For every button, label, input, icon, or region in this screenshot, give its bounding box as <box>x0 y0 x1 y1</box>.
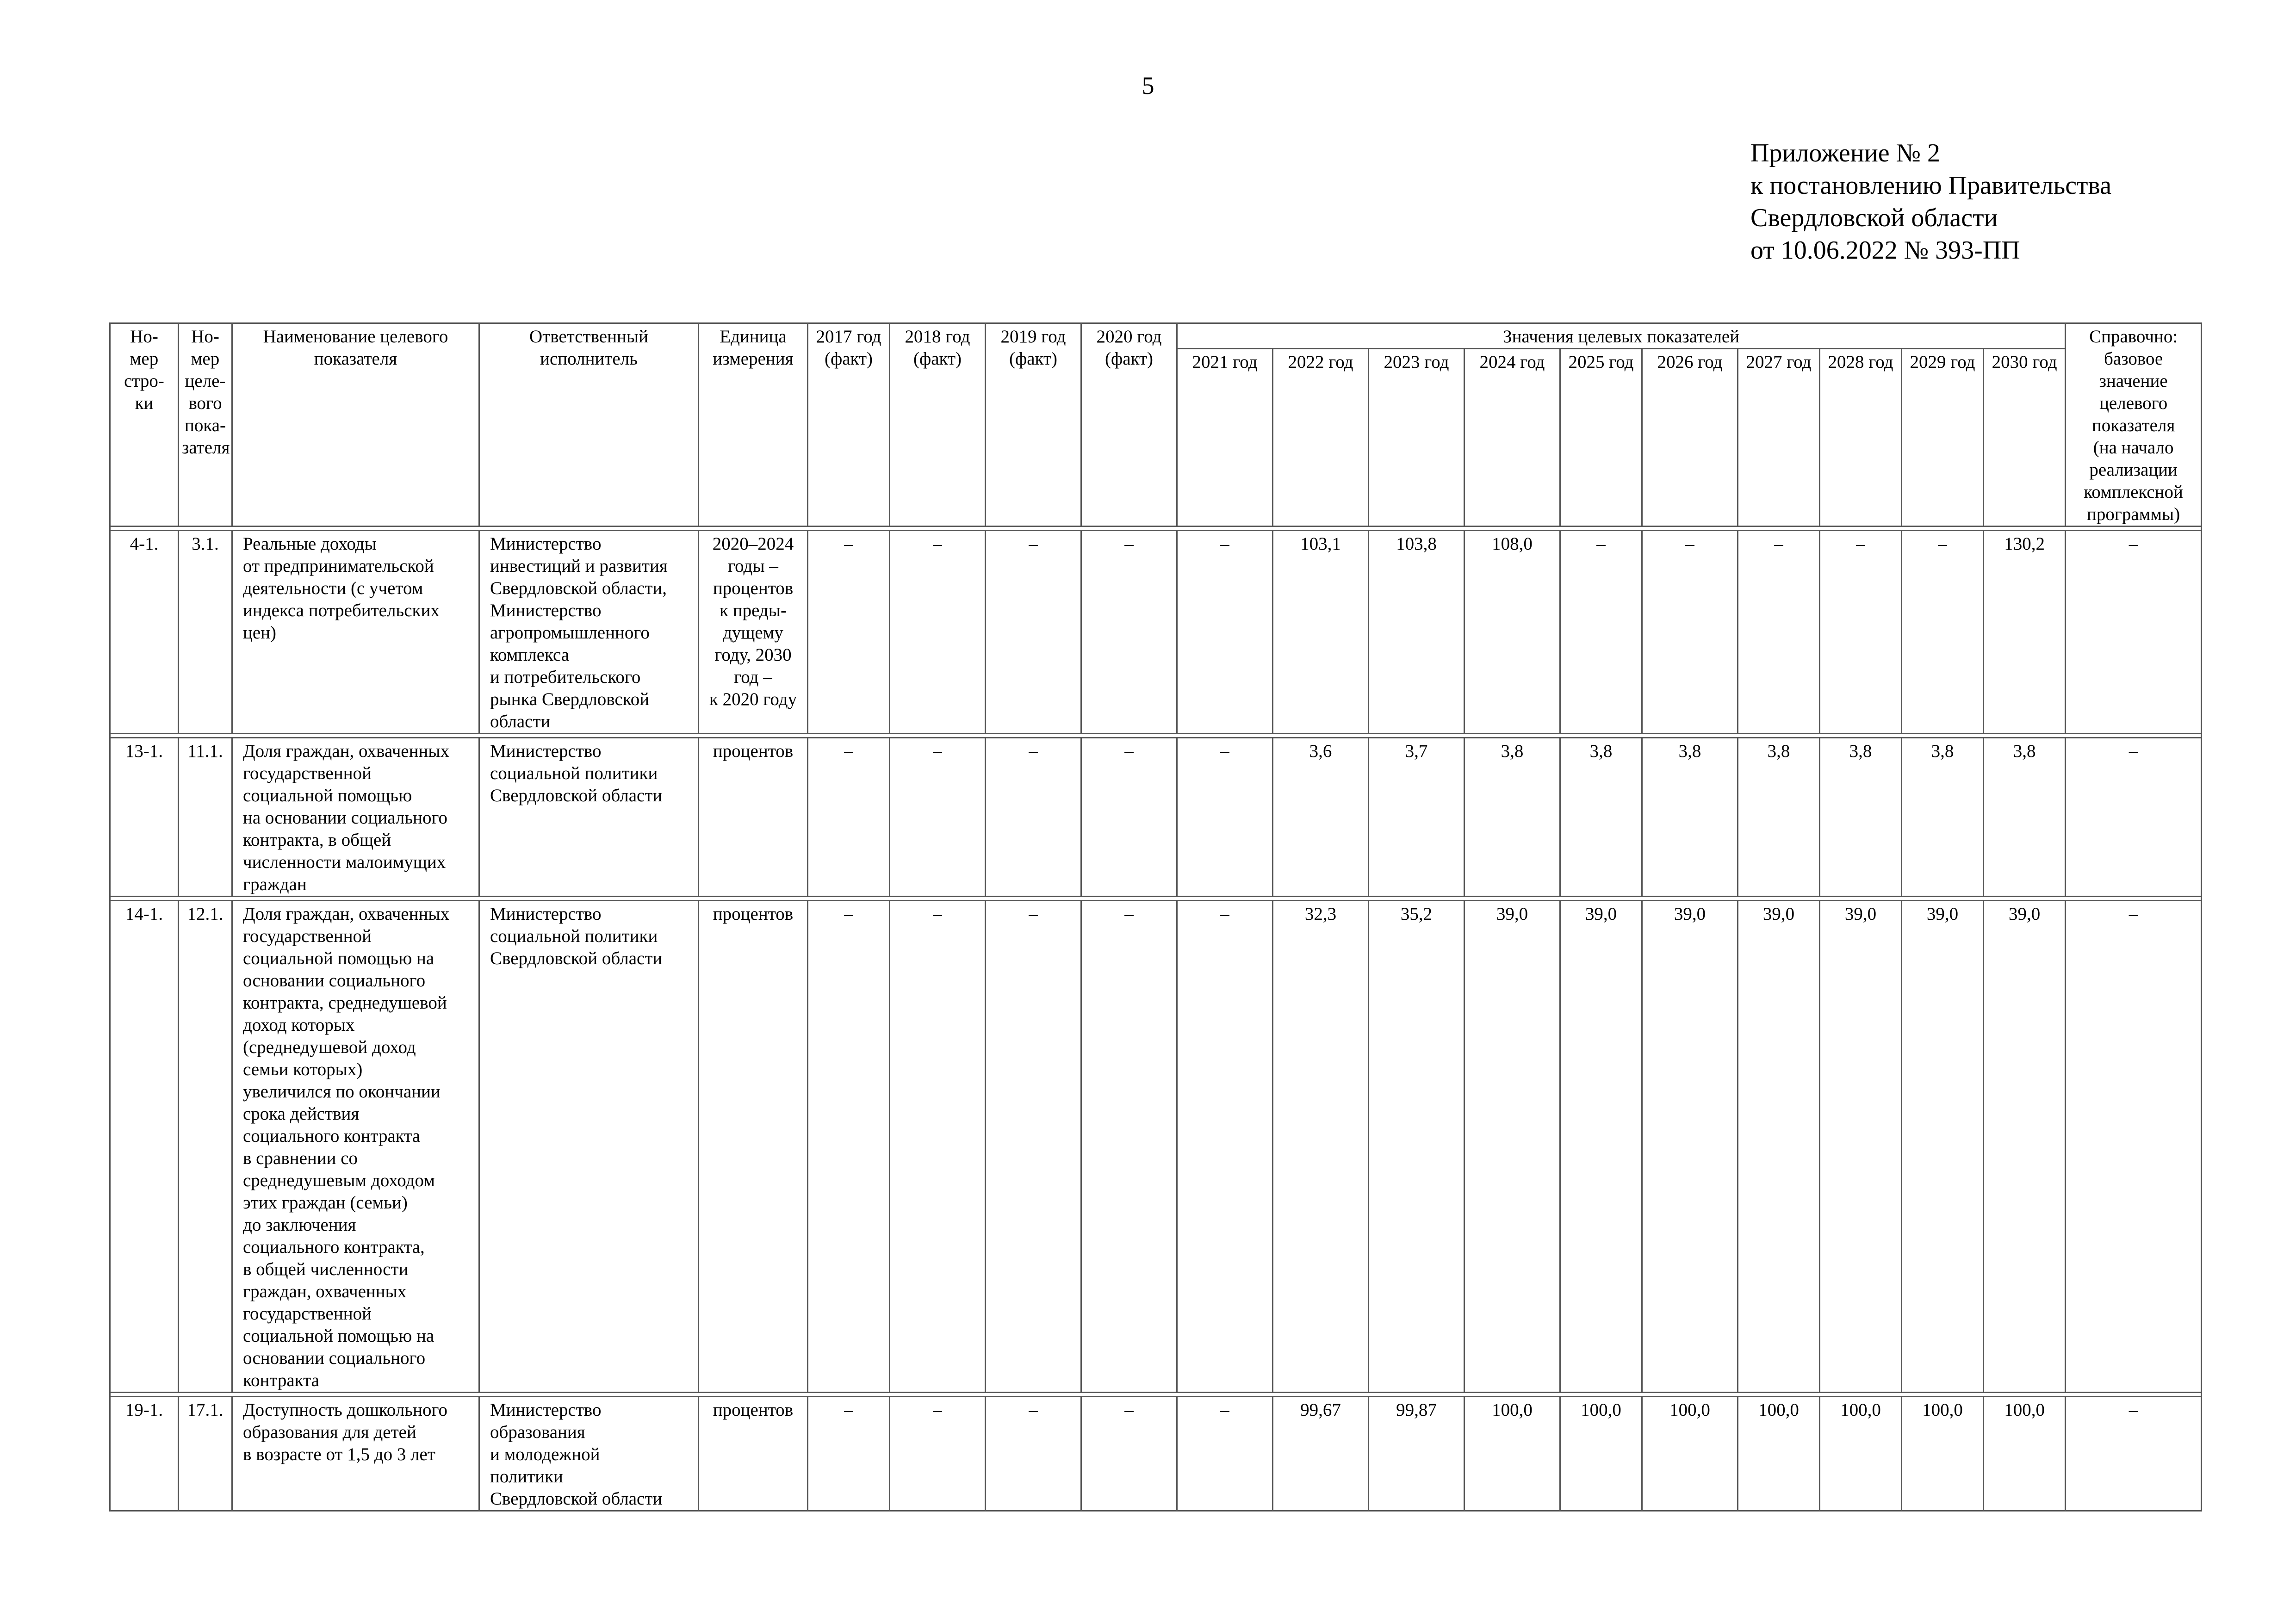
cell-indicator-name: Доля граждан, охваченных государственной социальной помощью на основании социального контракта, среднедушевой доход которых (среднедушевой доход семьи которых) увеличился по окончании срока действия социального контракта в сравнении со среднедушевым доходом этих граждан (семьи) до заключения социального контракта, в общей численности граждан, охваченных государственной социальной помощью на основании социального контракта <box>233 901 480 1393</box>
cell-value-2026: 3,8 <box>1643 738 1738 897</box>
cell-value-2030: 130,2 <box>1984 531 2066 734</box>
row-separator <box>111 897 2202 901</box>
cell-indicator-number: 12.1. <box>179 901 233 1393</box>
cell-value-2028: 39,0 <box>1820 901 1902 1393</box>
target-indicators-table <box>109 322 2202 1511</box>
cell-value-2021: – <box>1178 901 1273 1393</box>
row-separator <box>111 1393 2202 1397</box>
cell-executor: Министерство инвестиций и развития Свердловской области, Министерство агропромышленного комплекса и потребительского рынка Свердловской области <box>480 531 699 734</box>
cell-value-2021: – <box>1178 1397 1273 1511</box>
cell-value-2026: – <box>1643 531 1738 734</box>
header-year-2030: 2030 год <box>1984 349 2066 527</box>
appendix-line-3: Свердловской области <box>1750 204 1998 232</box>
header-2020: 2020 год (факт) <box>1082 324 1178 527</box>
table-row <box>111 901 2202 1393</box>
cell-row-number: 13-1. <box>111 738 179 897</box>
cell-value-2027: 3,8 <box>1738 738 1820 897</box>
header-year-2024: 2024 год <box>1465 349 1561 527</box>
cell-value-2024: 100,0 <box>1465 1397 1561 1511</box>
cell-indicator-number: 11.1. <box>179 738 233 897</box>
cell-value-2025: – <box>1561 531 1643 734</box>
cell-value-2026: 100,0 <box>1643 1397 1738 1511</box>
header-year-2022: 2022 год <box>1273 349 1369 527</box>
cell-value-2028: – <box>1820 531 1902 734</box>
cell-value-2022: 103,1 <box>1273 531 1369 734</box>
row-separator <box>111 527 2202 531</box>
header-year-2027: 2027 год <box>1738 349 1820 527</box>
header-year-2028: 2028 год <box>1820 349 1902 527</box>
cell-fact-2017: – <box>808 531 890 734</box>
cell-row-number: 14-1. <box>111 901 179 1393</box>
cell-value-2028: 3,8 <box>1820 738 1902 897</box>
cell-fact-2017: – <box>808 1397 890 1511</box>
cell-executor: Министерство социальной политики Свердловской области <box>480 901 699 1393</box>
header-2019: 2019 год (факт) <box>986 324 1082 527</box>
cell-executor: Министерство образования и молодежной политики Свердловской области <box>480 1397 699 1511</box>
cell-reference: – <box>2066 901 2202 1393</box>
cell-value-2022: 3,6 <box>1273 738 1369 897</box>
header-year-2021: 2021 год <box>1178 349 1273 527</box>
header-indicator-name: Наименование целевого показателя <box>233 324 480 527</box>
cell-indicator-name: Реальные доходы от предпринимательской деятельности (с учетом индекса потребительских цен) <box>233 531 480 734</box>
cell-fact-2018: – <box>890 738 986 897</box>
appendix-line-1: Приложение № 2 <box>1750 139 1940 167</box>
cell-value-2024: 3,8 <box>1465 738 1561 897</box>
cell-value-2027: 100,0 <box>1738 1397 1820 1511</box>
cell-unit: процентов <box>699 738 808 897</box>
header-executor: Ответственный исполнитель <box>480 324 699 527</box>
cell-value-2025: 39,0 <box>1561 901 1643 1393</box>
cell-value-2024: 39,0 <box>1465 901 1561 1393</box>
cell-value-2027: – <box>1738 531 1820 734</box>
cell-fact-2017: – <box>808 738 890 897</box>
cell-fact-2019: – <box>986 901 1082 1393</box>
cell-value-2030: 39,0 <box>1984 901 2066 1393</box>
cell-unit: процентов <box>699 1397 808 1511</box>
header-year-2025: 2025 год <box>1561 349 1643 527</box>
cell-value-2025: 3,8 <box>1561 738 1643 897</box>
cell-value-2022: 99,67 <box>1273 1397 1369 1511</box>
row-separator <box>111 734 2202 738</box>
header-2018: 2018 год (факт) <box>890 324 986 527</box>
cell-row-number: 19-1. <box>111 1397 179 1511</box>
cell-value-2023: 99,87 <box>1369 1397 1465 1511</box>
cell-value-2023: 35,2 <box>1369 901 1465 1393</box>
cell-reference: – <box>2066 1397 2202 1511</box>
cell-value-2021: – <box>1178 738 1273 897</box>
header-indicator-number: Но- мер целе- вого пока- зателя <box>179 324 233 527</box>
cell-fact-2017: – <box>808 901 890 1393</box>
header-year-2029: 2029 год <box>1902 349 1984 527</box>
cell-fact-2019: – <box>986 531 1082 734</box>
header-2017: 2017 год (факт) <box>808 324 890 527</box>
cell-value-2024: 108,0 <box>1465 531 1561 734</box>
cell-indicator-name: Доступность дошкольного образования для детей в возрасте от 1,5 до 3 лет <box>233 1397 480 1511</box>
cell-value-2029: – <box>1902 531 1984 734</box>
header-year-2023: 2023 год <box>1369 349 1465 527</box>
cell-fact-2019: – <box>986 1397 1082 1511</box>
cell-value-2023: 103,8 <box>1369 531 1465 734</box>
cell-executor: Министерство социальной политики Свердловской области <box>480 738 699 897</box>
cell-value-2029: 3,8 <box>1902 738 1984 897</box>
header-row-number: Но- мер стро- ки <box>111 324 179 527</box>
cell-indicator-number: 17.1. <box>179 1397 233 1511</box>
cell-value-2029: 100,0 <box>1902 1397 1984 1511</box>
table-row <box>111 1397 2202 1511</box>
cell-value-2028: 100,0 <box>1820 1397 1902 1511</box>
cell-fact-2020: – <box>1082 531 1178 734</box>
cell-unit: процентов <box>699 901 808 1393</box>
header-unit: Единица измерения <box>699 324 808 527</box>
header-reference: Справочно: базовое значение целевого показателя (на начало реализации комплексной программы) <box>2066 324 2202 527</box>
cell-value-2029: 39,0 <box>1902 901 1984 1393</box>
cell-reference: – <box>2066 738 2202 897</box>
header-values-group: Значения целевых показателей <box>1178 324 2066 349</box>
header-year-2026: 2026 год <box>1643 349 1738 527</box>
cell-reference: – <box>2066 531 2202 734</box>
cell-fact-2020: – <box>1082 1397 1178 1511</box>
cell-value-2022: 32,3 <box>1273 901 1369 1393</box>
cell-row-number: 4-1. <box>111 531 179 734</box>
cell-fact-2018: – <box>890 531 986 734</box>
cell-value-2023: 3,7 <box>1369 738 1465 897</box>
cell-fact-2019: – <box>986 738 1082 897</box>
cell-fact-2018: – <box>890 901 986 1393</box>
cell-indicator-number: 3.1. <box>179 531 233 734</box>
cell-fact-2018: – <box>890 1397 986 1511</box>
cell-fact-2020: – <box>1082 738 1178 897</box>
page-number: 5 <box>1142 72 1154 99</box>
appendix-header <box>1750 137 2111 266</box>
cell-value-2021: – <box>1178 531 1273 734</box>
table-row <box>111 738 2202 897</box>
cell-value-2030: 3,8 <box>1984 738 2066 897</box>
cell-value-2025: 100,0 <box>1561 1397 1643 1511</box>
cell-indicator-name: Доля граждан, охваченных государственной социальной помощью на основании социального контракта, в общей численности малоимущих граждан <box>233 738 480 897</box>
cell-unit: 2020–2024 годы – процентов к преды- дущему году, 2030 год – к 2020 году <box>699 531 808 734</box>
appendix-line-4: от 10.06.2022 № 393-ПП <box>1750 236 2020 265</box>
cell-value-2030: 100,0 <box>1984 1397 2066 1511</box>
cell-fact-2020: – <box>1082 901 1178 1393</box>
table-row <box>111 531 2202 734</box>
cell-value-2026: 39,0 <box>1643 901 1738 1393</box>
appendix-line-2: к постановлению Правительства <box>1750 171 2112 200</box>
cell-value-2027: 39,0 <box>1738 901 1820 1393</box>
